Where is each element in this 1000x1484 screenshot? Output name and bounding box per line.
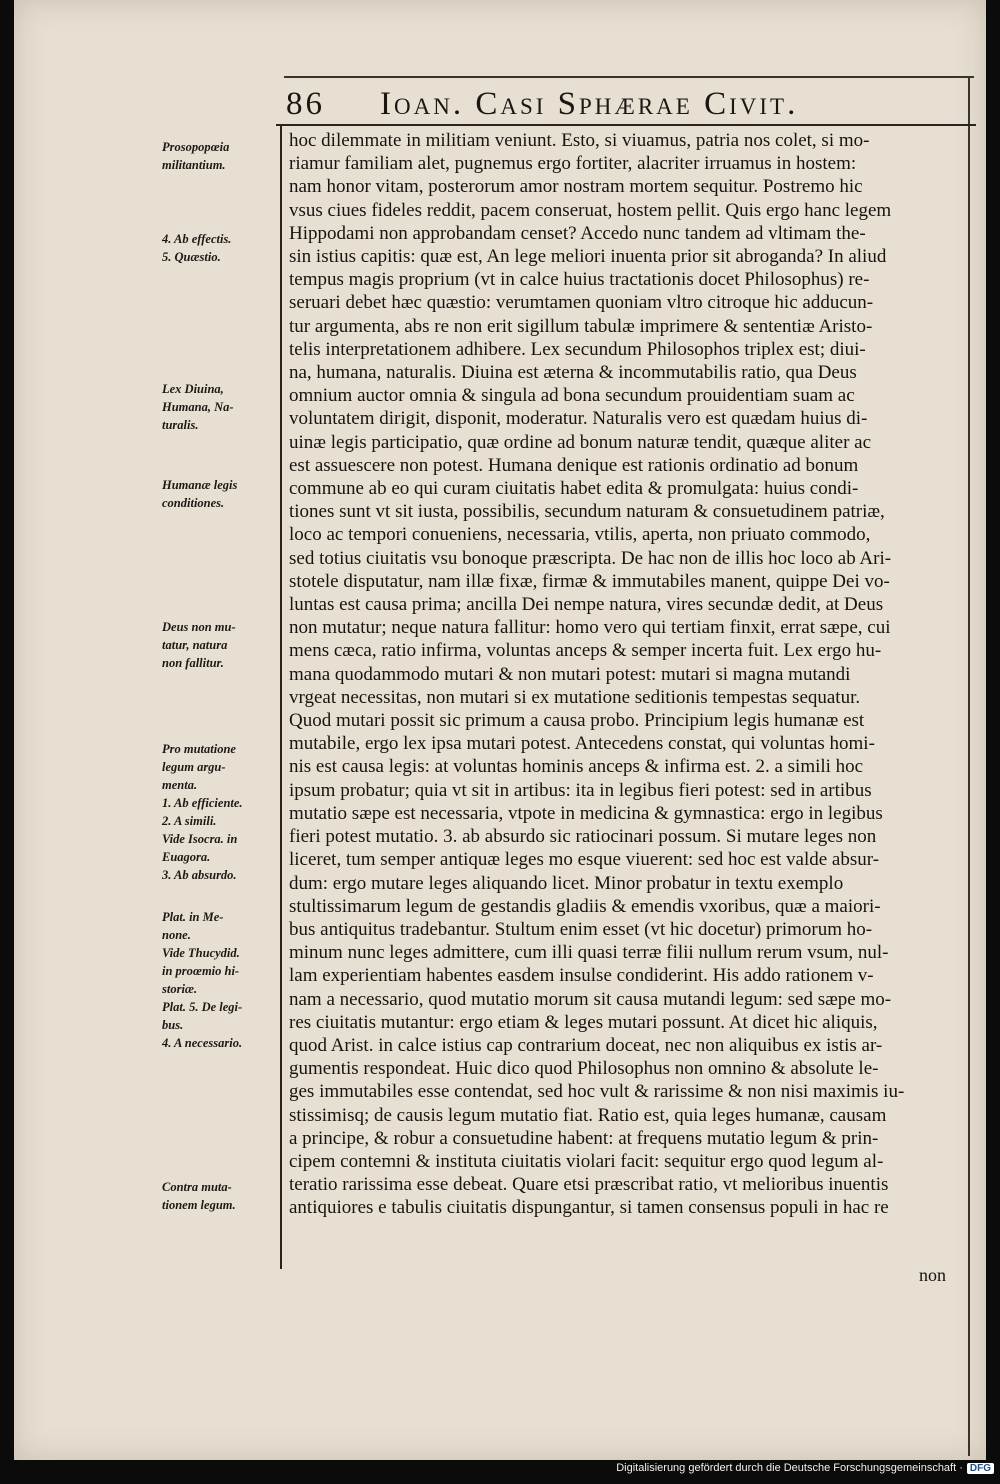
text-line: quod Arist. in calce istius cap contrarium doceat, nec non aliquibus ex istis ar- (289, 1034, 883, 1056)
text-line: fieri potest mutatio. 3. ab absurdo sic ratiocinari possum. Si mutare leges non (289, 826, 877, 848)
text-line: stotele disputatur, nam illæ fixæ, firmæ & immutabiles manent, quippe Dei vo- (289, 570, 890, 592)
text-line: vrgeat necessitas, non mutari si ex mutatione seditionis tempestas sequatur. (289, 686, 861, 708)
margin-note: Contra muta- tionem legum. (162, 1180, 236, 1212)
text-line: sin istius capitis: quæ est, An lege meliori inuenta prior sit abroganda? In aliud (289, 246, 887, 268)
text-line: cipem contemni & instituta ciuitatis violari facit: sequitur ergo quod legum al- (289, 1150, 884, 1172)
page-number: 86 (286, 86, 325, 122)
text-line: lam experientiam habentes easdem insulse condiderint. His addo rationem v- (289, 965, 874, 987)
header-rule (276, 124, 976, 126)
text-line: gumentis respondeat. Huic dico quod Philosophus non omnino & absolute le- (289, 1058, 879, 1080)
running-title: Ioan. Casi Sphærae Civit. (380, 86, 799, 122)
margin-note: Lex Diuina, Humana, Na- turalis. (162, 382, 234, 432)
text-line: nam a necessario, quod mutatio morum sit causa mutandi legum: sed sæpe mo- (289, 988, 892, 1010)
dfg-logo-icon: DFG (967, 1463, 994, 1474)
text-line: liceret, tum semper antiquæ leges mo esque viuerent: sed hoc est valde absur- (289, 849, 880, 871)
margin-note: Deus non mu- tatur, natura non fallitur. (162, 620, 236, 670)
text-line: mutatio sæpe est necessaria, vtpote in medicina & gymnastica: ergo in legibus (289, 802, 883, 824)
text-line: nis est causa legis: at voluntas hominis anceps & infirma est. 2. a simili hoc (289, 756, 864, 778)
text-line: antiquiores e tabulis ciuitatis dispungantur, si tamen consensus populi in hac re (289, 1197, 889, 1219)
catchword: non (919, 1265, 946, 1285)
text-line: riamur familiam alet, pugnemus ergo fortiter, alacriter irruamus in hostem: (289, 153, 857, 175)
margin-note: Humanæ legis conditiones. (162, 478, 238, 510)
text-line: non mutatur; neque natura fallitur: homo vero qui tertiam finxit, errat sæpe, cui (289, 617, 891, 639)
text-line: mens cæca, ratio infirma, voluntas anceps & semper incerta fuit. Lex ergo hu- (289, 640, 882, 662)
text-line: na, humana, naturalis. Diuina est æterna & incommutabilis ratio, qua Deus (289, 362, 857, 384)
margin-rule (280, 124, 282, 1269)
running-head (284, 84, 974, 126)
text-line: mutabile, ergo lex ipsa mutari potest. Antecedens constat, qui voluntas homi- (289, 733, 875, 755)
text-line: tur argumenta, abs re non erit sigillum tabulæ imprimere & sententiæ Aristo- (289, 315, 873, 337)
text-line: stissimisq; de causis legum mutatio fiat. Ratio est, quia leges humanæ, causam (289, 1104, 887, 1126)
text-line: teratio rarissima esse debeat. Quare etsi præscribat ratio, vt melioribus inuentis (289, 1174, 889, 1196)
text-line: Hippodami non approbandam censet? Accedo nunc tandem ad vltimam the- (289, 222, 866, 244)
text-line: tempus magis proprium (vt in calce huius tractationis docet Philosophus) re- (289, 269, 870, 291)
text-line: stultissimarum legum de gestandis gladiis & emendis vxoribus, quæ a maiori- (289, 895, 881, 917)
text-line: vsus ciues fideles reddit, pacem conseruat, hostem pellit. Quis ergo hanc legem (289, 199, 892, 221)
text-line: minum nunc leges admittere, cum illi quasi terræ filii nullum rerum vsum, nul- (289, 942, 889, 964)
text-line: seruari debet hæc quæstio: verumtamen quoniam vltro citroque hic adducun- (289, 292, 874, 314)
text-line: sed totius ciuitatis vsu bonoque præscripta. De hac non de illis hoc loco ab Ari- (289, 547, 892, 569)
credit-text: Digitalisierung gefördert durch die Deutsche Forschungsgemeinschaft · (616, 1462, 963, 1474)
text-line: uinæ legis participatio, quæ ordine ad bonum naturæ tendit, quæque aliter ac (289, 431, 872, 453)
text-line: ipsum probatur; quia vt sit in artibus: ita in legibus fieri potest: sed in artibus (289, 779, 872, 801)
margin-note: Pro mutatione legum argu- menta. 1. Ab efficiente. 2. A simili. Vide Isocra. in Euagora. 3. Ab absurdo. (162, 742, 243, 882)
outer-frame-top-rule (284, 76, 974, 78)
text-line: tiones sunt vt sit iusta, possibilis, secundum naturam & consuetudinem patriæ, (289, 501, 885, 523)
text-line: commune ab eo qui curam ciuitatis habet edita & promulgata: huius condi- (289, 478, 859, 500)
margin-note: Prosopopœia militantium. (162, 140, 230, 172)
text-line: omnium auctor omnia & singula ad bona secundum prouidentiam suam ac (289, 385, 855, 407)
book-page (14, 0, 986, 1460)
text-line: res ciuitatis mutantur: ergo etiam & leges mutari possunt. At dicet hic aliquis, (289, 1011, 878, 1033)
text-line: luntas est causa prima; ancilla Dei nempe natura, vires secundæ dedit, at Deus (289, 594, 884, 616)
margin-note: Plat. in Me- none. Vide Thucydid. in proœmio hi- storiæ. Plat. 5. De legi- bus. 4. A necessario. (162, 910, 243, 1050)
text-line: telis interpretationem adhibere. Lex secundum Philosophos triplex est; diui- (289, 338, 866, 360)
text-line: ges immutabiles esse contendat, sed hoc vult & rarissime & non nisi maximis iu- (289, 1081, 905, 1103)
text-line: loco ac tempori conueniens, necessaria, vtilis, aperta, non priuato commodo, (289, 524, 871, 546)
text-line: mana quodammodo mutari & non mutari potest: mutari si magna mutandi (289, 663, 851, 685)
text-line: bus antiquitus tradebantur. Stultum enim esset (vt hic docetur) primorum ho- (289, 918, 873, 940)
text-line: nam honor vitam, posterorum amor nostram mortem sequitur. Postremo hic (289, 176, 863, 198)
digitization-credit (616, 1462, 994, 1474)
body-text (289, 129, 971, 1220)
text-line: voluntatem dirigit, disponit, moderatur. Naturalis vero est quædam huius di- (289, 408, 868, 430)
margin-note: 4. Ab effectis. 5. Quæstio. (162, 232, 232, 264)
text-line: dum: ergo mutare leges aliquando licet. Minor probatur in textu exemplo (289, 872, 844, 894)
text-line: Quod mutari possit sic primum a causa probo. Principium legis humanæ est (289, 710, 865, 732)
text-line: hoc dilemmate in militiam veniunt. Esto, si viuamus, patria nos colet, si mo- (289, 130, 870, 151)
text-line: a principe, & robur a consuetudine habent: at frequens mutatio legum & prin- (289, 1127, 879, 1149)
text-line: est assuescere non potest. Humana denique est rationis ordinatio ad bonum (289, 454, 859, 476)
